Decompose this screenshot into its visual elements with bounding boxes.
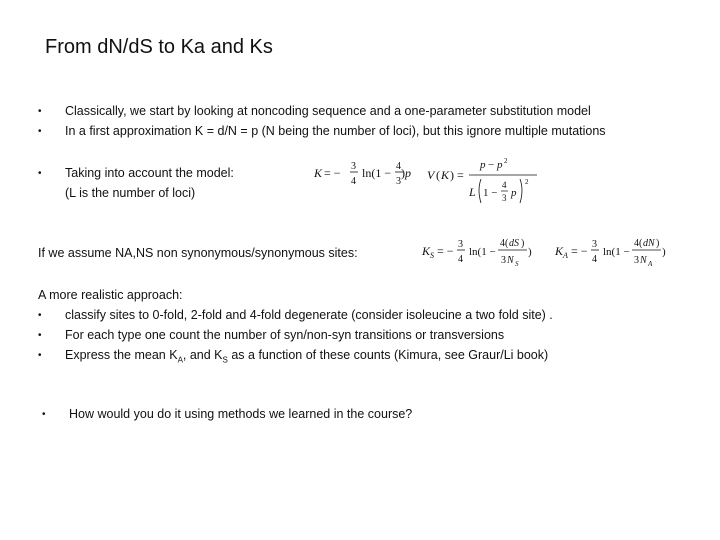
svg-text:p: p (405, 166, 411, 180)
bullet-express-mean (65, 348, 548, 365)
svg-text:4: 4 (502, 180, 507, 190)
svg-text:ln(1 −: ln(1 − (603, 246, 630, 258)
svg-text:4: 4 (458, 254, 463, 265)
svg-text:K: K (441, 168, 450, 182)
svg-text:3: 3 (634, 255, 639, 266)
svg-text:) =: ) = (450, 168, 464, 182)
svg-text:dN: dN (643, 238, 655, 249)
variance-formula (425, 155, 540, 211)
bullet-dot: • (38, 310, 42, 321)
bullet-question: How would you do it using methods we learned in the course? (69, 407, 413, 421)
ka-formula (553, 234, 668, 270)
and-k-text: , and K (182, 348, 223, 362)
svg-text:K: K (422, 244, 431, 258)
svg-text:A: A (563, 251, 568, 260)
subscript-s: S (222, 355, 228, 365)
bullet-dot: • (38, 330, 42, 341)
svg-text:dS: dS (509, 238, 519, 249)
svg-text:= −: = − (571, 244, 588, 258)
formula-close-paren (401, 164, 411, 184)
bullet-dot: • (38, 168, 42, 179)
svg-text:3: 3 (592, 239, 597, 250)
svg-text:3: 3 (502, 193, 507, 203)
slide-title: From dN/dS to Ka and Ks (45, 36, 273, 58)
bullet-taking-into-account: Taking into account the model: (65, 166, 234, 180)
bullet-dot: • (38, 350, 42, 361)
loci-note: (L is the number of loci) (65, 186, 196, 200)
bullet-classify-sites: classify sites to 0-fold, 2-fold and 4-fold degenerate (consider isoleucine a two fold site) . (65, 308, 553, 322)
svg-text:3: 3 (396, 176, 401, 187)
bullet-count-transitions: For each type one count the number of syn/non-syn transitions or transversions (65, 328, 505, 342)
svg-text:A: A (648, 260, 653, 268)
svg-text:(: ( (436, 168, 440, 182)
svg-text:4: 4 (396, 161, 401, 172)
svg-text:ln(1 −: ln(1 − (362, 166, 392, 180)
svg-text:): ) (662, 246, 666, 258)
svg-text:L: L (469, 185, 476, 199)
svg-text:): ) (656, 238, 660, 249)
svg-text:): ) (528, 246, 532, 258)
bullet-first-approximation: In a first approximation K = d/N = p (N being the number of loci), but this ignore multiple mutations (65, 124, 606, 138)
svg-text:): ) (401, 166, 405, 180)
svg-text:p: p (480, 159, 486, 171)
svg-text:p: p (511, 187, 517, 199)
svg-text:S: S (515, 260, 519, 268)
svg-text:K: K (314, 166, 323, 180)
svg-text:ln(1 −: ln(1 − (469, 246, 496, 258)
express-suffix: as a function of these counts (Kimura, see Graur/Li book) (227, 348, 549, 362)
bullet-dot: • (42, 409, 46, 420)
svg-text:N: N (507, 255, 514, 266)
svg-text:4(: 4( (634, 238, 643, 249)
svg-text:3: 3 (501, 255, 506, 266)
bullet-dot: • (38, 106, 42, 117)
subscript-a: A (177, 355, 183, 365)
bullet-dot: • (38, 126, 42, 137)
jukes-cantor-k-formula (312, 156, 412, 190)
svg-text:S: S (430, 251, 434, 260)
svg-text:): ) (521, 238, 525, 249)
approach-heading: A more realistic approach: (38, 288, 183, 302)
svg-text:3: 3 (351, 161, 356, 172)
svg-text:= −: = − (437, 244, 454, 258)
svg-text:K: K (555, 244, 564, 258)
svg-text:= −: = − (324, 166, 341, 180)
svg-text:4: 4 (351, 176, 356, 187)
svg-text:N: N (640, 255, 647, 266)
svg-text:4(: 4( (500, 238, 509, 249)
svg-text:−: − (488, 159, 495, 171)
sites-assumption: If we assume NA,NS non synonymous/synonymous sites: (38, 246, 358, 260)
svg-text:2: 2 (525, 178, 529, 186)
svg-text:V: V (427, 168, 435, 182)
bullet-classically: Classically, we start by looking at noncoding sequence and a one-parameter substitution model (65, 104, 591, 118)
svg-text:4: 4 (592, 254, 597, 265)
svg-text:1 −: 1 − (483, 187, 498, 199)
express-prefix: Express the mean K (65, 348, 178, 362)
svg-text:2: 2 (504, 157, 508, 165)
svg-text:3: 3 (458, 239, 463, 250)
svg-text:p: p (497, 159, 503, 171)
ks-formula (420, 234, 535, 270)
